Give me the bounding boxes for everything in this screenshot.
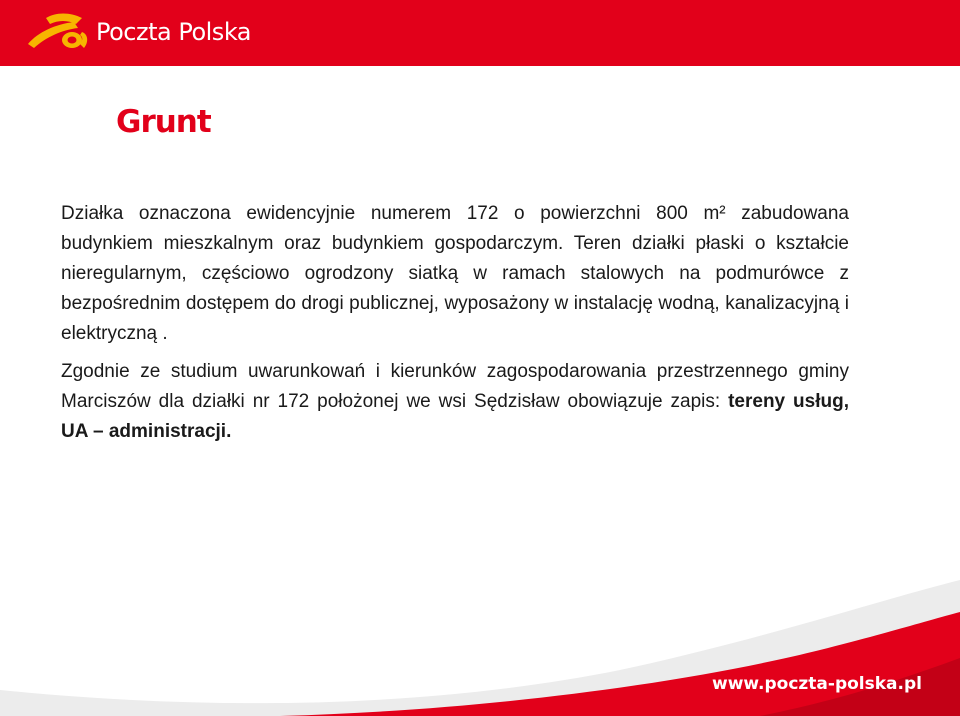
paragraph-zoning: [61, 357, 849, 447]
footer-url[interactable]: www.poczta-polska.pl: [712, 674, 922, 694]
header-bar: [0, 0, 960, 66]
brand-name: Poczta Polska: [96, 18, 251, 46]
body-text: [61, 199, 849, 447]
zoning-end: .: [226, 421, 232, 442]
poczta-polska-horn-logo-icon: [26, 10, 90, 54]
zoning-text: Zgodnie ze studium uwarunkowań i kierunków zagospodarowania przestrzennego gminy Marciszów dla działki nr 172 położonej we wsi Sędzisław obowiązuje zapis:: [61, 361, 849, 412]
page-title: Grunt: [116, 104, 211, 140]
zoning-designation: tereny usług, UA – administracji: [61, 391, 850, 442]
paragraph-plot-description: Działka oznaczona ewidencyjnie numerem 172 o powierzchni 800 m² zabudowana budynkiem mieszkalnym oraz budynkiem gospodarczym. Teren działki płaski o kształcie nieregularnym, częściowo ogrodzony siatką w ramach stalowych na podmurówce z bezpośrednim dostępem do drogi publicznej, wyposażony w instalację wodną, kanalizacyjną i elektryczną .: [61, 203, 849, 344]
